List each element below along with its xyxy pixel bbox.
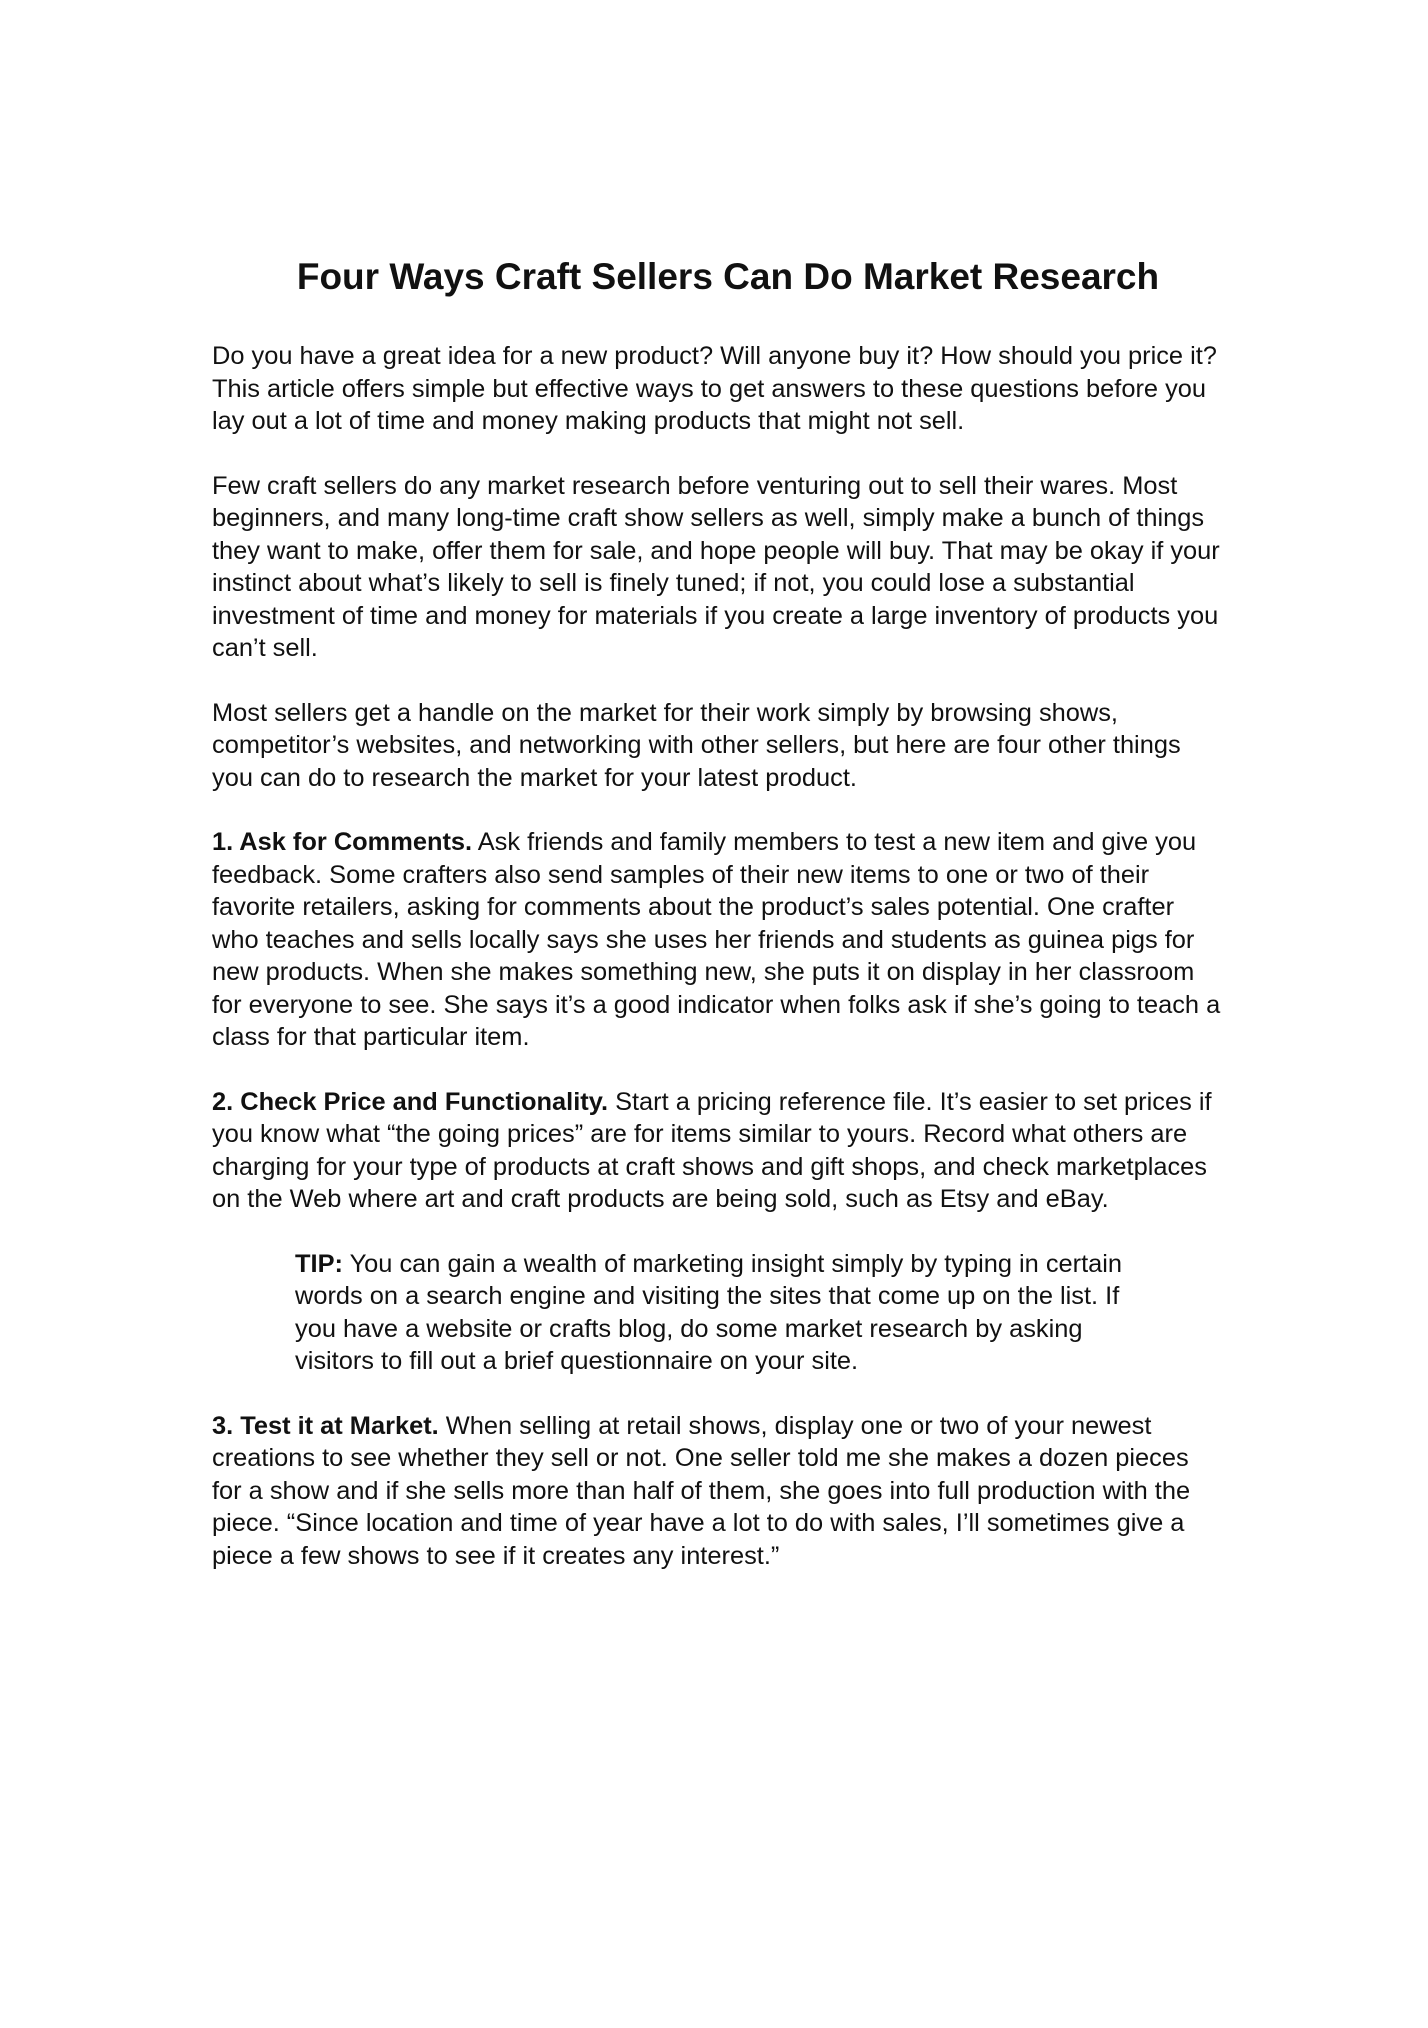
document-title: Four Ways Craft Sellers Can Do Market Research <box>296 256 1160 297</box>
document-page <box>212 252 1224 1604</box>
section-check-price <box>212 1086 1224 1216</box>
section-heading: 3. Test it at Market. <box>212 1411 439 1440</box>
section-ask-for-comments <box>212 826 1224 1054</box>
tip-label: TIP: <box>295 1249 343 1278</box>
section-body: Ask friends and family members to test a new item and give you feedback. Some crafters also send samples of their new items to one or two of their favorite retailers, asking for comments about the product’s sales potential. One crafter who teaches and sells locally says she uses her friends and students as guinea pigs for new products. When she makes something new, she puts it on display in her classroom for everyone to see. She says it’s a good indicator when folks ask if she’s going to teach a class for that particular item. <box>212 828 1221 1051</box>
tip-box <box>295 1248 1155 1378</box>
intro-paragraph: Do you have a great idea for a new product? Will anyone buy it? How should you price it? This article offers simple but effective ways to get answers to these questions before you lay out a lot of time and money making products that might not sell. <box>212 342 1217 435</box>
tip-body: You can gain a wealth of marketing insight simply by typing in certain words on a search engine and visiting the sites that come up on the list. If you have a website or crafts blog, do some market research by asking visitors to fill out a brief questionnaire on your site. <box>295 1249 1123 1375</box>
body-paragraph-2: Few craft sellers do any market research before venturing out to sell their wares. Most beginners, and many long-time craft show sellers as well, simply make a bunch of things they want to make, offer them for sale, and hope people will buy. That may be okay if your instinct about what’s likely to sell is finely tuned; if not, you could lose a substantial investment of time and money for materials if you create a large inventory of products you can’t sell. <box>212 471 1220 662</box>
section-body: When selling at retail shows, display one or two of your newest creations to see whether they sell or not. One seller told me she makes a dozen pieces for a show and if she sells more than half of them, she goes into full production with the piece. “Since location and time of year have a lot to do with sales, I’ll sometimes give a piece a few shows to see if it creates any interest.” <box>212 1411 1191 1570</box>
section-heading: 2. Check Price and Functionality. <box>212 1087 609 1116</box>
section-test-at-market <box>212 1410 1224 1573</box>
body-paragraph-3: Most sellers get a handle on the market for their work simply by browsing shows, competitor’s websites, and networking with other sellers, but here are four other things you can do to research the market for your latest product. <box>212 698 1181 792</box>
section-body: Start a pricing reference file. It’s easier to set prices if you know what “the going prices” are for items similar to yours. Record what others are charging for your type of products at craft shows and gift shops, and check marketplaces on the Web where art and craft products are being sold, such as Etsy and eBay. <box>212 1087 1212 1213</box>
section-heading: 1. Ask for Comments. <box>212 828 473 856</box>
